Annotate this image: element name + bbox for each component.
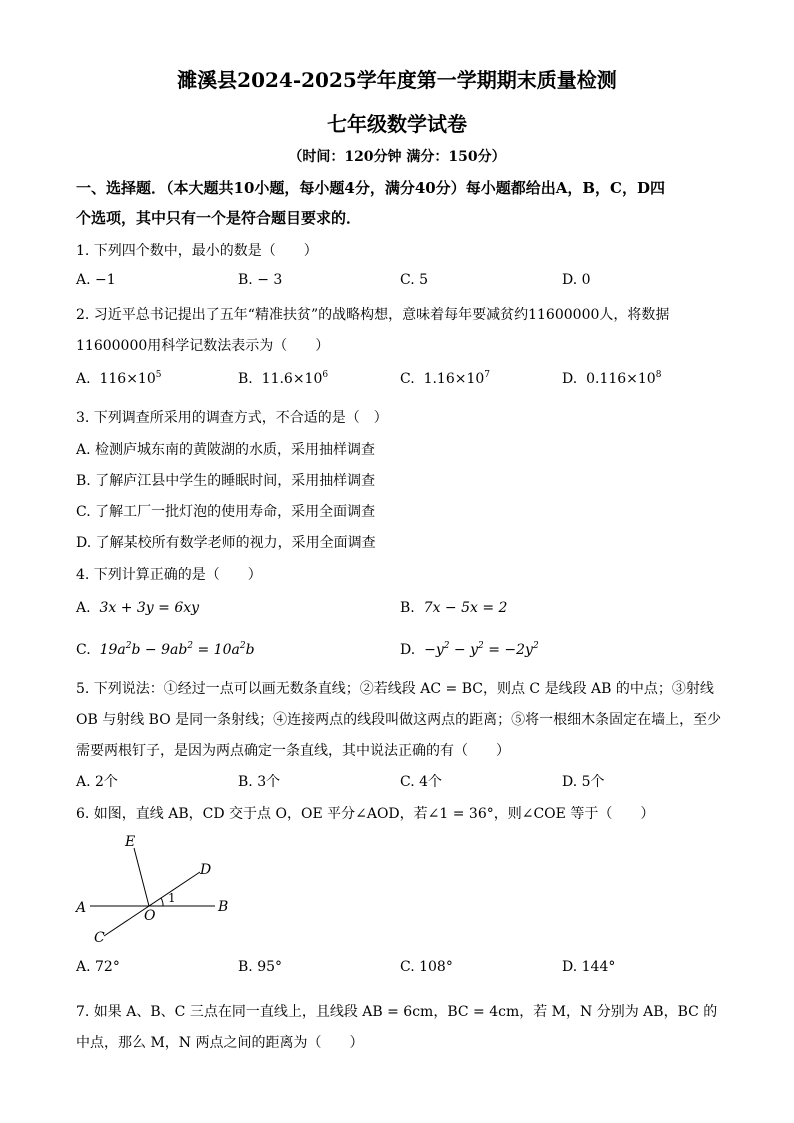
option-label: C. [76, 642, 91, 658]
q7-stem-line1: 7. 如果 A、B、C 三点在同一直线上，且线段 AB = 6cm，BC = 4cm，若 M，N 分别为 AB，BC 的 [76, 1004, 718, 1020]
q1-option-a: A. −1 [76, 272, 116, 288]
label-c: C [94, 930, 105, 946]
option-label: B. [238, 371, 253, 387]
q1-option-d: D. 0 [562, 272, 591, 288]
q2-stem-line1: 2. 习近平总书记提出了五年“精准扶贫”的战略构想，意味着每年要减贫约11600000人，将数据 [76, 307, 670, 323]
section-heading-line2: 个选项，其中只有一个是符合题目要求的． [76, 209, 362, 227]
q5-option-a: A. 2个 [76, 774, 118, 790]
option-label: A. [76, 600, 91, 616]
q2-option-d [562, 371, 661, 387]
section-heading-line1: 一、选择题．（本大题共10小题，每小题4分，满分40分）每小题都给出A，B，C，D四 [76, 179, 665, 197]
q6-option-a: A. 72° [76, 959, 120, 975]
exponent: 6 [322, 370, 329, 380]
q6-figure [70, 828, 240, 950]
q5-option-b: B. 3个 [238, 774, 281, 790]
section-heading [76, 173, 726, 233]
q4-option-a [76, 600, 199, 616]
q6-option-d: D. 144° [562, 959, 616, 975]
q4-option-d [400, 642, 539, 658]
option-expr: 0.116×10 [586, 371, 656, 387]
option-expr: 116×10 [99, 371, 156, 387]
option-expr: $19a^2b - 9ab^2 = 10a^2b$ [99, 641, 255, 658]
label-a: A [76, 900, 87, 916]
angle-1-arc [161, 898, 163, 906]
q2-option-a [76, 371, 161, 387]
option-expr: 1.16×10 [423, 371, 485, 387]
q7-stem-line2: 中点，那么 M，N 两点之间的距离为（ ） [76, 1035, 364, 1051]
q5-option-d: D. 5个 [562, 774, 605, 790]
label-o: O [144, 908, 156, 924]
label-e: E [125, 834, 136, 850]
option-expr: 3x + 3y = 6xy [99, 600, 200, 616]
exponent: 5 [155, 370, 162, 380]
q1-stem: 1. 下列四个数中，最小的数是（ ） [76, 243, 318, 259]
q5-stem-line2: OB 与射线 BO 是同一条射线；④连接两点的线段叫做这两点的距离；⑤将一根细木条固定在墙上，至少 [76, 712, 722, 728]
exponent: 8 [655, 370, 662, 380]
exam-subtitle: 七年级数学试卷 [327, 112, 467, 136]
q6-option-b: B. 95° [238, 959, 283, 975]
exam-title: 濉溪县2024-2025学年度第一学期期末质量检测 [177, 68, 617, 92]
label-b: B [218, 899, 229, 915]
option-expr: 11.6×10 [261, 371, 323, 387]
q1-option-c: C. 5 [400, 272, 429, 288]
q5-stem-line3: 需要两根钉子，是因为两点确定一条直线，其中说法正确的有（ ） [76, 743, 510, 759]
q1-option-b: B. − 3 [238, 272, 283, 288]
q3-option-b: B. 了解庐江县中学生的睡眠时间，采用抽样调查 [76, 473, 376, 489]
q6-option-c: C. 108° [400, 959, 453, 975]
q3-option-d: D. 了解某校所有数学老师的视力，采用全面调查 [76, 535, 376, 551]
q5-option-c: C. 4个 [400, 774, 443, 790]
option-expr: $-y^2 - y^2 = -2y^2$ [424, 641, 539, 658]
q4-option-c [76, 642, 255, 658]
q2-stem-line2: 11600000用科学记数法表示为（ ） [76, 338, 330, 354]
option-label: D. [562, 371, 578, 387]
q2-option-b [238, 371, 328, 387]
label-d: D [200, 862, 212, 878]
q4-stem: 4. 下列计算正确的是（ ） [76, 567, 262, 583]
option-label: D. [400, 642, 416, 658]
ray-oe [134, 848, 149, 906]
q3-option-a: A. 检测庐城东南的黄陂湖的水质，采用抽样调查 [76, 442, 376, 458]
exponent: 7 [484, 370, 491, 380]
option-expr: 7x − 5x = 2 [423, 600, 508, 616]
q3-option-c: C. 了解工厂一批灯泡的使用寿命，采用全面调查 [76, 504, 376, 520]
option-label: A. [76, 371, 91, 387]
option-label: C. [400, 371, 415, 387]
q4-option-b [400, 600, 507, 616]
q5-stem-line1: 5. 下列说法：①经过一点可以画无数条直线；②若线段 AC = BC，则点 C 是线段 AB 的中点；③射线 [76, 681, 714, 697]
label-angle-1: 1 [168, 891, 176, 905]
exam-info: （时间：120分钟 满分：150分） [288, 149, 506, 165]
q3-stem: 3. 下列调查所采用的调查方式，不合适的是（ ） [76, 410, 388, 426]
q6-stem: 6. 如图，直线 AB，CD 交于点 O，OE 平分∠AOD，若∠1 = 36°，则∠COE 等于（ ） [76, 806, 655, 822]
q2-option-c [400, 371, 490, 387]
option-label: B. [400, 600, 415, 616]
line-cd [104, 872, 200, 936]
